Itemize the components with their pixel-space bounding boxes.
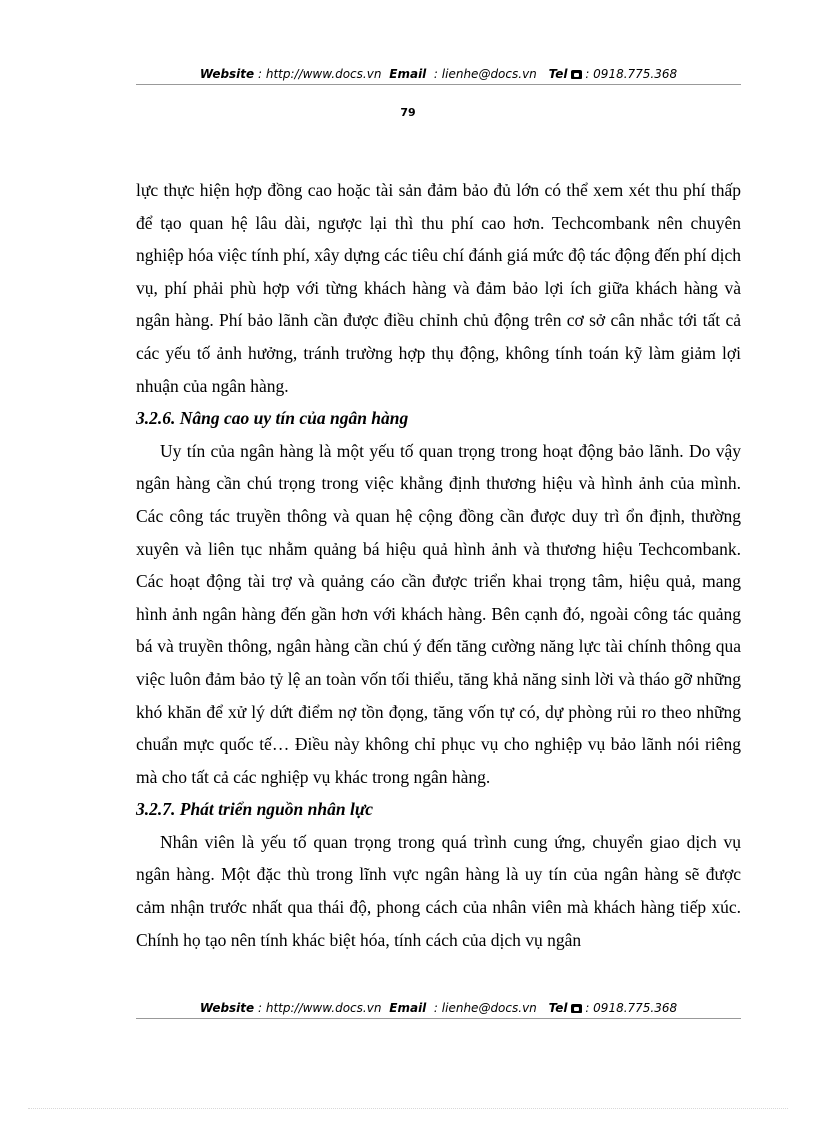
footer-website-link[interactable]: http://www.docs.vn: [265, 1001, 382, 1015]
header-tel-value: 0918.775.368: [593, 67, 678, 81]
document-body: [136, 174, 741, 956]
header-email-link[interactable]: lienhe@docs.vn: [441, 67, 537, 81]
page-bottom-divider: [28, 1108, 788, 1109]
body-paragraph: Nhân viên là yếu tố quan trọng trong quá trình cung ứng, chuyển giao dịch vụ ngân hàng. Một đặc thù trong lĩnh vực ngân hàng là uy tín của ngân hàng sẽ được cảm nhận trước nhất qua thái độ, phong cách của nhân viên mà khách hàng tiếp xúc. Chính họ tạo nên tính khác biệt hóa, tính cách của dịch vụ ngân: [136, 831, 741, 950]
body-paragraph: lực thực hiện hợp đồng cao hoặc tài sản đảm bảo đủ lớn có thể xem xét thu phí thấp để tạo quan hệ lâu dài, ngược lại thì thu phí cao hơn. Techcombank nên chuyên nghiệp hóa việc tính phí, xây dựng các tiêu chí đánh giá mức độ tác động đến phí dịch vụ, phí phải phù hợp với từng khách hàng và đảm bảo lợi ích giữa khách hàng và ngân hàng. Phí bảo lãnh cần được điều chỉnh chủ động trên cơ sở cân nhắc tới tất cả các yếu tố ảnh hưởng, tránh trường hợp thụ động, không tính toán kỹ làm giảm lợi nhuận của ngân hàng.: [136, 180, 741, 396]
page-header: Website : http://www.docs.vn Email : lienhe@docs.vn Tel : 0918.775.368: [136, 66, 741, 85]
page-footer: Website : http://www.docs.vn Email : lienhe@docs.vn Tel : 0918.775.368: [136, 1000, 741, 1019]
footer-email-label: Email: [389, 1001, 427, 1015]
phone-icon: [571, 70, 582, 79]
header-tel-label: Tel: [548, 67, 568, 81]
header-website-link[interactable]: http://www.docs.vn: [265, 67, 382, 81]
section-heading: 3.2.6. Nâng cao uy tín của ngân hàng: [136, 408, 409, 429]
footer-email-link[interactable]: lienhe@docs.vn: [441, 1001, 537, 1015]
page-number: 79: [400, 106, 416, 119]
header-website-label: Website: [199, 67, 255, 81]
header-email-label: Email: [389, 67, 427, 81]
body-paragraph: Uy tín của ngân hàng là một yếu tố quan trọng trong hoạt động bảo lãnh. Do vậy ngân hàng cần chú trọng trong việc khẳng định thương hiệu và hình ảnh của mình. Các công tác truyền thông và quan hệ cộng đồng cần được duy trì ổn định, thường xuyên và liên tục nhằm quảng bá hiệu quả hình ảnh và thương hiệu Techcombank. Các hoạt động tài trợ và quảng cáo cần được triển khai trọng tâm, hiệu quả, mang hình ảnh ngân hàng đến gần hơn với khách hàng. Bên cạnh đó, ngoài công tác quảng bá và truyền thông, ngân hàng cần chú ý đến tăng cường năng lực tài chính thông qua việc luôn đảm bảo tỷ lệ an toàn vốn tối thiểu, tăng khả năng sinh lời và tháo gỡ những khó khăn để xử lý dứt điểm nợ tồn đọng, tăng vốn tự có, dự phòng rủi ro theo những chuẩn mực quốc tế… Điều này không chỉ phục vụ cho nghiệp vụ bảo lãnh nói riêng mà cho tất cả các nghiệp vụ khác trong ngân hàng.: [136, 440, 741, 787]
footer-tel-label: Tel: [548, 1001, 568, 1015]
phone-icon: [571, 1004, 582, 1013]
section-heading: 3.2.7. Phát triển nguồn nhân lực: [136, 799, 374, 820]
footer-tel-value: 0918.775.368: [593, 1001, 678, 1015]
footer-website-label: Website: [199, 1001, 255, 1015]
